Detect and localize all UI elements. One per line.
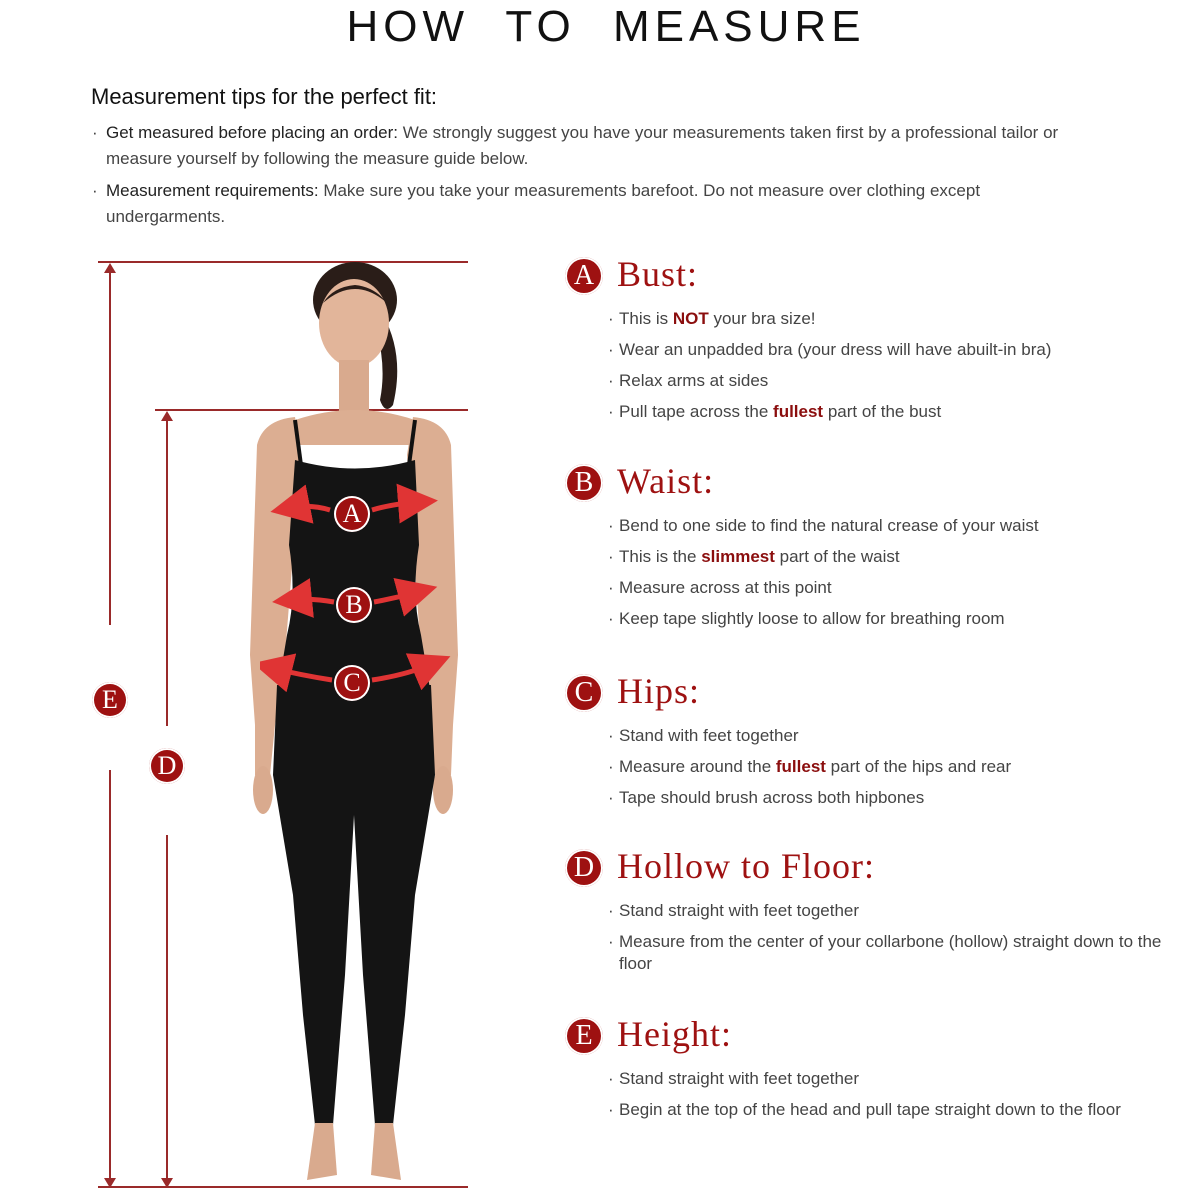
section-bullet-item: [565, 339, 1165, 361]
section-letter-badge: D: [565, 849, 603, 887]
bullet-dot: ·: [608, 340, 614, 359]
section-bullet-item: [565, 370, 1165, 392]
section-waist: [565, 462, 1165, 630]
page-title: HOW TO MEASURE: [346, 2, 866, 51]
section-bullet-item: [565, 1068, 1165, 1090]
section-bullet-item: [565, 725, 1165, 747]
section-header: [565, 462, 1165, 506]
bullet-dot: ·: [608, 757, 614, 776]
waist-badge: B: [336, 587, 372, 623]
section-bullet-item: [565, 546, 1165, 568]
tip-text: Make sure you take your measurements barefoot. Do not measure over clothing except undergarments.: [106, 181, 981, 226]
tip-item: · Measurement requirements: Make sure you take your measurements barefoot. Do not measure over clothing except undergarments.: [92, 181, 981, 226]
bullet-dot: ·: [608, 371, 614, 390]
section-bullet-item: [565, 401, 1165, 423]
tips-heading: Measurement tips for the perfect fit:: [91, 84, 438, 109]
bust-badge: A: [334, 496, 370, 532]
item-text: Stand straight with feet together: [619, 901, 860, 920]
height-line-upper: [109, 270, 111, 625]
section-header: [565, 1015, 1165, 1059]
section-bullet-item: [565, 756, 1165, 778]
item-text: This is: [619, 309, 673, 328]
section-title: Height:: [617, 1014, 732, 1054]
item-text: part of the bust: [823, 402, 942, 421]
item-text: Stand with feet together: [619, 726, 799, 745]
section-bullet-item: [565, 900, 1165, 922]
section-title: Waist:: [617, 461, 715, 501]
item-text: your bra size!: [708, 309, 816, 328]
item-text: Stand straight with feet together: [619, 1069, 860, 1088]
bullet-dot: ·: [608, 309, 614, 328]
section-title: Hips:: [617, 671, 701, 711]
item-text: Measure from the center of your collarbone (hollow) straight down to the floor: [619, 932, 1162, 973]
section-bullet-item: [565, 787, 1165, 809]
item-text: Tape should brush across both hipbones: [619, 788, 925, 807]
hollow-badge: D: [149, 748, 185, 784]
bullet-dot: ·: [608, 726, 614, 745]
emphasized-text: fullest: [773, 402, 824, 421]
section-header: [565, 255, 1165, 299]
bullet-dot: ·: [608, 578, 614, 597]
item-text: Relax arms at sides: [619, 371, 769, 390]
section-bust: [565, 255, 1165, 423]
hollow-line-upper: [166, 418, 168, 726]
section-bullet-item: [565, 308, 1165, 330]
section-header: [565, 847, 1165, 891]
section-hollow-to-floor: [565, 847, 1165, 975]
height-line-lower: [109, 770, 111, 1180]
item-text: part of the hips and rear: [825, 757, 1012, 776]
emphasized-text: fullest: [775, 757, 826, 776]
emphasized-text: slimmest: [701, 547, 775, 566]
bullet-dot: ·: [608, 901, 614, 920]
bullet-dot: ·: [608, 932, 614, 951]
section-bullet-item: [565, 608, 1165, 630]
tip-text: We strongly suggest you have your measurements taken first by a professional tailor or measure yourself by following the measure guide below.: [106, 123, 1059, 168]
item-text: Begin at the top of the head and pull tape straight down to the floor: [619, 1100, 1121, 1119]
item-text: Pull tape across the: [619, 402, 774, 421]
section-letter-badge: E: [565, 1017, 603, 1055]
item-text: Bend to one side to find the natural crease of your waist: [619, 516, 1039, 535]
tip-label: Measurement requirements:: [106, 181, 319, 200]
section-letter-badge: A: [565, 257, 603, 295]
item-text: part of the waist: [774, 547, 900, 566]
section-height: [565, 1015, 1165, 1121]
section-header: [565, 672, 1165, 716]
item-text: This is the: [619, 547, 702, 566]
section-title: Bust:: [617, 254, 699, 294]
section-title: Hollow to Floor:: [617, 846, 876, 886]
section-bullet-item: [565, 577, 1165, 599]
bullet-dot: ·: [608, 1069, 614, 1088]
bullet-dot: ·: [608, 609, 614, 628]
section-bullet-item: [565, 1099, 1165, 1121]
item-text: Wear an unpadded bra (your dress will have abuilt-in bra): [619, 340, 1052, 359]
item-text: Measure across at this point: [619, 578, 832, 597]
item-text: Keep tape slightly loose to allow for breathing room: [619, 609, 1005, 628]
bullet-dot: ·: [608, 516, 614, 535]
tip-label: Get measured before placing an order:: [106, 123, 399, 142]
hips-badge: C: [334, 665, 370, 701]
section-letter-badge: C: [565, 674, 603, 712]
section-bullet-item: [565, 515, 1165, 537]
item-text: Measure around the: [619, 757, 776, 776]
bullet-dot: ·: [608, 788, 614, 807]
section-letter-badge: B: [565, 464, 603, 502]
bullet-dot: ·: [608, 402, 614, 421]
tip-item: · Get measured before placing an order: We strongly suggest you have your measurements taken first by a professional tailor or measure yourself by following the measure guide below.: [92, 123, 1059, 168]
emphasized-text: NOT: [672, 309, 709, 328]
hollow-line-lower: [166, 835, 168, 1180]
model-figure: [215, 255, 490, 1195]
height-badge: E: [92, 682, 128, 718]
bullet-dot: ·: [608, 1100, 614, 1119]
bullet-dot: ·: [608, 547, 614, 566]
section-hips: [565, 672, 1165, 809]
section-bullet-item: [565, 931, 1165, 975]
